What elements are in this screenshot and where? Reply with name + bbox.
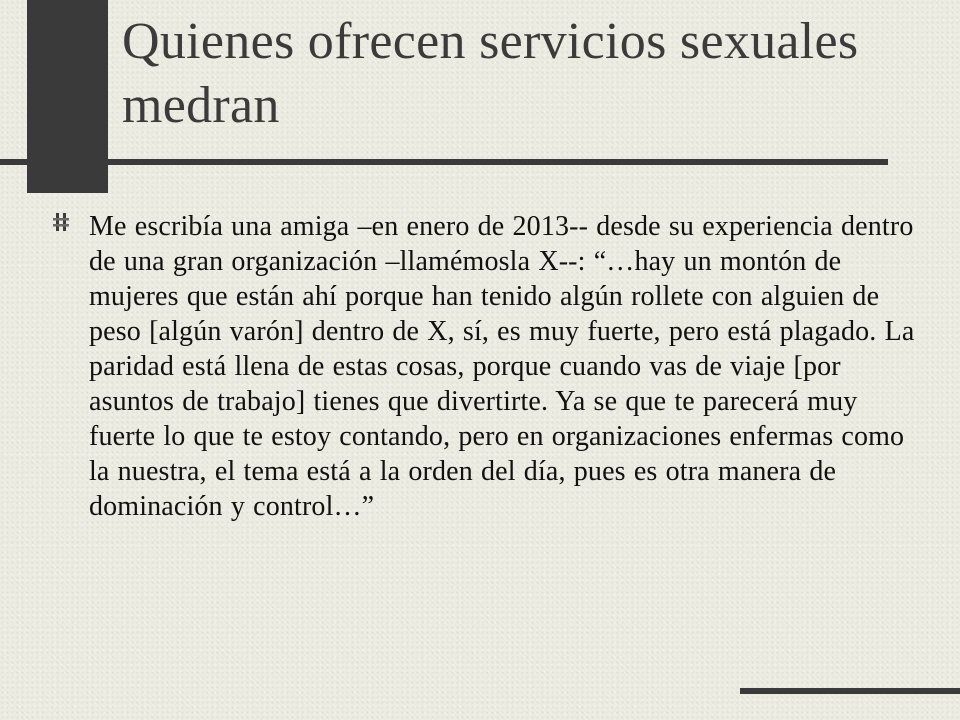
title-divider-rule	[0, 159, 888, 165]
slide-title: Quienes ofrecen servicios sexuales medran	[122, 13, 859, 134]
corner-accent-rule	[740, 688, 960, 694]
hash-bullet-icon	[52, 212, 70, 232]
bullet-paragraph: Me escribía una amiga –en enero de 2013-- desde su experiencia dentro de una gran organización –llamémosla X--: “…hay un montón de mujeres que están ahí porque han tenido algún rollete con alguien de peso [algún varón] dentro de X, sí, es muy fuerte, pero está plagado. La paridad está llena de estas cosas, porque cuando vas de viaje [por asuntos de trabajo] tienes que divertirte. Ya se que te parecerá muy fuerte lo que te estoy contando, pero en organizaciones enfermas como la nuestra, el tema está a la orden del día, pues es otra manera de dominación y control…”	[89, 211, 915, 522]
